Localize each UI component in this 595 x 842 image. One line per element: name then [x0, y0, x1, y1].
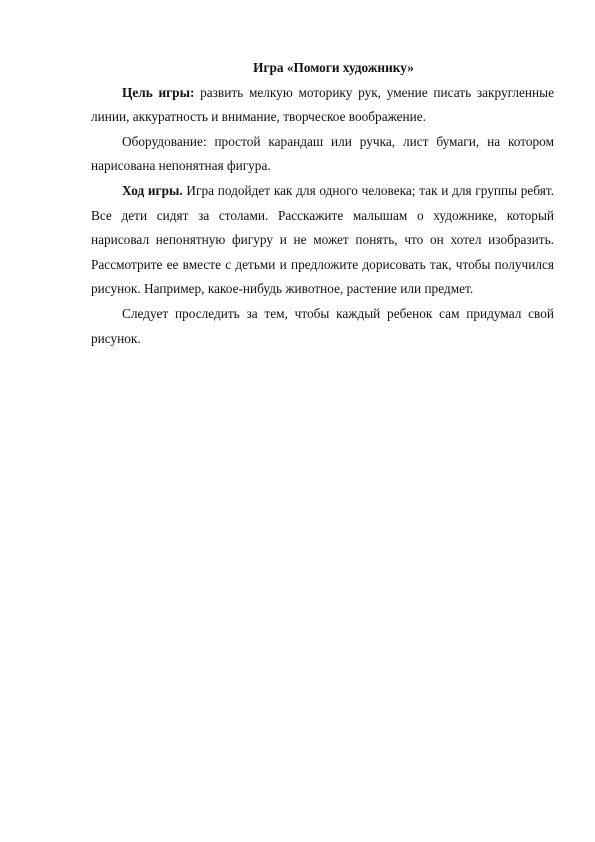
document-title: Игра «Помоги художнику» — [253, 60, 414, 75]
document-body — [91, 56, 554, 351]
equipment-paragraph: Оборудование: простой карандаш или ручка, лист бумаги, на котором нарисована непонятная фигура. — [91, 133, 554, 174]
procedure-text: Игра подойдет как для одного человека; так и для группы ребят. Все дети сидят за столами. Расскажите малышам о художнике, который нарисовал непонятную фигуру и не может понять, что он хотел изобразить. Рассмотрите ее вместе с детьми и предложите дорисовать так, чтобы получился рисунок. Например, какое-нибудь животное, растение или предмет. — [91, 182, 554, 297]
procedure-paragraph — [91, 179, 554, 302]
procedure-label: Ход игры. — [122, 182, 183, 198]
goal-label: Цель игры: — [122, 84, 195, 100]
goal-text: развить мелкую моторику рук, умение писать закругленные линии, аккуратность и внимание, творческое воображение. — [91, 84, 554, 125]
note-paragraph: Следует проследить за тем, чтобы каждый ребенок сам придумал свой рисунок. — [91, 305, 554, 346]
goal-paragraph — [91, 81, 554, 130]
